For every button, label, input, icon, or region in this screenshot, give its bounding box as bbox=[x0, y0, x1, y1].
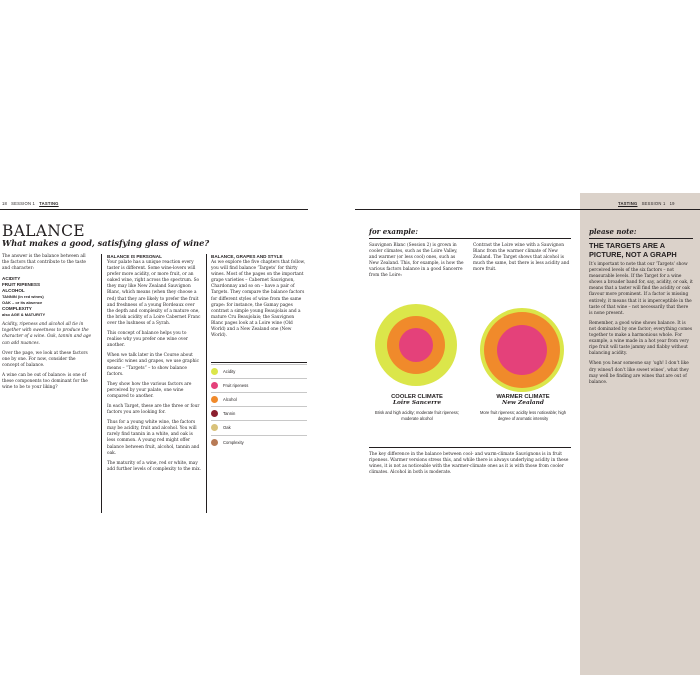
col2-paragraph-7: The maturity of a wine, red or white, may add further levels of complexity to the mix. bbox=[107, 460, 202, 472]
legend-row-fruit bbox=[211, 378, 307, 392]
balance-grapes-heading: BALANCE, GRAPES AND STYLE bbox=[211, 254, 283, 259]
bottom-text-rule bbox=[369, 447, 571, 448]
target-caption-warmer bbox=[474, 394, 572, 421]
sidebar-paragraph-3: When you hear someone say ‘ugh! I don’t like dry wines/I don’t like sweet wines’, what they may well be finding are wines that are out of balance. bbox=[589, 361, 689, 385]
legend-label: Oak bbox=[223, 425, 231, 431]
factor-alcohol: ALCOHOL bbox=[2, 288, 25, 294]
sidebar-heading: THE TARGETS ARE A PICTURE, NOT A GRAPH bbox=[589, 241, 677, 259]
tannin-swatch bbox=[211, 410, 218, 417]
target-warmer-climate bbox=[480, 308, 564, 392]
target-subtitle: New Zealand bbox=[502, 400, 544, 406]
target-title: COOLER CLIMATE bbox=[391, 394, 443, 400]
col1-paragraph-1: Acidity, ripeness and alcohol all tie in together with sweetness to produce the character of a wine. Oak, tannin and age can add nuances. bbox=[2, 322, 92, 346]
legend-row-complexity bbox=[211, 435, 307, 449]
sidebar-rule bbox=[589, 238, 693, 239]
page-subtitle: What makes a good, satisfying glass of wine? bbox=[2, 238, 210, 248]
col2-paragraph-6: Thus for a young white wine, the factors may be acidity, fruit and alcohol. You will rarely find tannin in a white, and oak is less common. A young red might offer balance between fruit, alcohol, tannin and oak. bbox=[107, 420, 200, 456]
left-section-label: TASTING bbox=[39, 201, 59, 206]
legend-label: Alcohol bbox=[223, 397, 237, 403]
legend-row-acidity bbox=[211, 364, 307, 378]
example-text-2: Contrast the Loire wine with a Sauvignon Blanc from the warmer climate of New Zealand. The Target shows that alcohol is much the same, but there is less acidity and more fruit. bbox=[473, 243, 570, 273]
complexity-swatch bbox=[211, 439, 218, 446]
col1-paragraph-3: A wine can be out of balance: is one of these components too dominant for the wine to be to your liking? bbox=[2, 372, 88, 391]
factor-fruit-ripeness: FRUIT RIPENESS bbox=[2, 282, 41, 288]
right-header-rule bbox=[355, 209, 580, 210]
left-page-number: 18 bbox=[2, 201, 8, 206]
sidebar-text bbox=[589, 262, 693, 390]
left-session-label: SESSION 1 bbox=[11, 201, 36, 206]
target-cooler-climate bbox=[375, 304, 457, 386]
target-subtitle: Loire Sancerre bbox=[392, 400, 442, 406]
sidebar-paragraph-1: It’s important to note that our ‘Targets’ show perceived levels of the six factors – not measurable levels. If the Target for a wine shows a broader band for, say, acidity, or oak, it means that a taster will find the acidity or oak flavour more prominent. If a factor is missing entirely, it means that it is imperceptible in the taste of that wine – not necessarily that there is none present. bbox=[589, 262, 693, 316]
legend-row-oak bbox=[211, 420, 307, 434]
intro-paragraph: The answer is the balance between all the factors that contribute to the taste and character: bbox=[2, 254, 86, 272]
column-divider-1 bbox=[101, 254, 102, 513]
sidebar-header-rule bbox=[580, 209, 700, 210]
legend-row-alcohol bbox=[211, 392, 307, 406]
legend-label: Fruit ripeness bbox=[223, 382, 249, 388]
left-running-head bbox=[2, 201, 59, 206]
right-section-label: TASTING bbox=[618, 201, 638, 206]
legend-label: Complexity bbox=[223, 439, 244, 445]
fruit-ripeness-core bbox=[399, 328, 433, 362]
col2-paragraph-1: Your palate has a unique reaction every taster is different. Some wine-lovers will prefer more acidity, or more fruit, or an oaked wine, right across the spectrum. So they may like New Zealand Sauvignon Blanc, which means (when they choose a red) that they are likely to prefer the fruit and freshness of a young Bordeaux over the depth and complexity of a mature one, the brisk acidity of a Loire Cabernet Franc over the lushness of a Syrah. bbox=[107, 260, 201, 326]
right-running-head bbox=[618, 201, 675, 206]
legend-top-rule bbox=[211, 362, 307, 363]
acidity-swatch bbox=[211, 368, 218, 375]
factor-tannin: TANNIN (in red wines) bbox=[2, 294, 44, 300]
page-title: BALANCE bbox=[2, 222, 85, 240]
target-title: WARMER CLIMATE bbox=[496, 394, 550, 400]
target-description: Brisk and high acidity; moderate fruit ripeness; moderate alcohol bbox=[375, 410, 459, 421]
fruit-ripeness-swatch bbox=[211, 382, 218, 389]
factor-age: also AGE & MATURITY bbox=[2, 312, 46, 318]
factor-acidity: ACIDITY bbox=[2, 276, 21, 282]
target-legend bbox=[211, 362, 307, 449]
left-header-rule bbox=[0, 209, 308, 210]
balance-personal-heading: BALANCE IS PERSONAL bbox=[107, 254, 162, 259]
col3-paragraph-1: As we explore the five chapters that follow, you will find balance ‘Targets’ for thirty wines. Most of the pages on the important grape varieties – Cabernet Sauvignon, Chardonnay and so on – have a pair of Targets. They compare the balance factors for different styles of wine from the same grape: for instance, the Gamay pages contrast a simple young Beaujolais and a mature Cru Beaujolais; the Sauvignon Blanc pages look at a Loire wine (Old World) and a New Zealand one (New World). bbox=[211, 260, 306, 339]
col2-paragraph-2: This concept of balance helps you to realise why you prefer one wine over another. bbox=[107, 331, 188, 349]
legend-label: Acidity bbox=[223, 368, 236, 374]
please-note-label: please note: bbox=[589, 227, 637, 236]
factor-complexity: COMPLEXITY bbox=[2, 306, 32, 312]
col2-paragraph-3: When we talk later in the Course about specific wines and grapes, we use graphic means – “Targets” – to show balance factors. bbox=[107, 353, 200, 377]
left-column-3 bbox=[211, 254, 307, 343]
target-caption-cooler bbox=[368, 394, 466, 421]
oak-swatch bbox=[211, 424, 218, 431]
factor-oak: OAK – or its absence bbox=[2, 300, 43, 306]
fruit-ripeness-core bbox=[497, 325, 547, 375]
target-description: More fruit ripeness; acidity less noticeable; high degree of aromatic intensity bbox=[479, 410, 566, 421]
alcohol-swatch bbox=[211, 396, 218, 403]
sidebar-paragraph-2: Remember, a good wine shows balance. It is not dominated by one factor; everything comes together to make a harmonious whole. For example, a wine made in a hot year from very ripe fruit will taste jammy and flabby without balancing acidity. bbox=[589, 320, 693, 357]
column-divider-2 bbox=[206, 254, 207, 513]
col1-paragraph-2: Over the page, we look at these factors one by one. For now, consider the concept of balance. bbox=[2, 350, 88, 368]
for-example-label: for example: bbox=[369, 227, 418, 236]
bottom-paragraph: The key difference in the balance between cool- and warm-climate Sauvignons is in fruit ripeness. Warmer versions stress this, and while there is always underlying acidity in these wines, it is not as noticeable with the warmer-climate ones as it is with those from cooler climates. Alcohol in both is moderate. bbox=[369, 452, 569, 476]
right-page-number: 19 bbox=[669, 201, 675, 206]
example-text-1: Sauvignon Blanc (Session 2) is grown in cooler climates, such as the Loire Valley, and warmer (or less cool) ones, such as New Zealand. This, for example, is how the various factors balance in a good Sancerre from the Loire: bbox=[369, 243, 464, 279]
right-session-label: SESSION 1 bbox=[641, 201, 666, 206]
legend-label: Tannin bbox=[223, 411, 236, 417]
left-column-2 bbox=[107, 254, 202, 477]
left-column-1 bbox=[2, 254, 94, 395]
factor-list bbox=[2, 276, 94, 318]
example-rule bbox=[369, 238, 571, 239]
col2-paragraph-4: They show how the various factors are perceived by your palate, one wine compared to another. bbox=[107, 381, 192, 399]
col2-paragraph-5: In each Target, these are the three or four factors you are looking for. bbox=[107, 403, 200, 416]
legend-row-tannin bbox=[211, 406, 307, 420]
